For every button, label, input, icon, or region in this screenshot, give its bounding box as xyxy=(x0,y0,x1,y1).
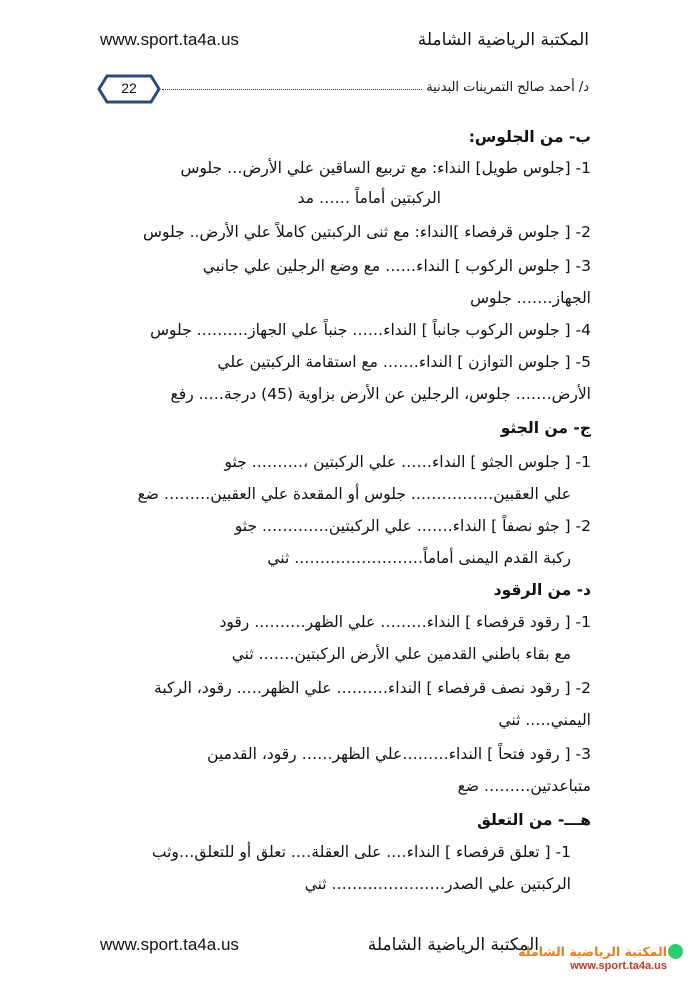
body-line: الركبتين علي الصدر…………………. ثني xyxy=(304,875,571,893)
body-line: اليمني….. ثني xyxy=(498,711,591,729)
body-line: متباعدتين……… ضع xyxy=(457,777,591,795)
body-line: 3- [ رقود فتحاً ] النداء………علي الظهر…… رقود، القدمين xyxy=(207,745,591,763)
body-line: ركبة القدم اليمنى أماماً……………………. ثني xyxy=(267,549,571,567)
section-heading: ب- من الجلوس: xyxy=(468,128,591,146)
body-line: 3- [ جلوس الركوب ] النداء…… مع وضع الرجلين علي جانبي xyxy=(202,257,591,275)
body-line: 1- [جلوس طويل] النداء: مع تربيع الساقين علي الأرض… جلوس xyxy=(180,159,591,177)
body-line: 1- [ رقود قرفصاء ] النداء……… علي الظهر………. رقود xyxy=(219,613,591,631)
footer-url[interactable]: www.sport.ta4a.us xyxy=(100,935,239,954)
body-line: 2- [ رقود نصف قرفصاء ] النداء………. علي الظهر….. رقود، الركبة xyxy=(154,679,591,697)
section-heading: ج- من الجثو xyxy=(500,419,591,437)
header-url[interactable]: www.sport.ta4a.us xyxy=(100,30,239,49)
body-line: علي العقبين……………. جلوس أو المقعدة علي العقبين……… ضع xyxy=(137,485,571,503)
body-line: 5- [ جلوس التوازن ] النداء……. مع استقامة الركبتين علي xyxy=(217,353,591,371)
body-line: 1- [ تعلق قرفصاء ] النداء…. على العقلة…. تعلق أو للتعلق…وثب xyxy=(151,843,571,861)
body-line: 2- [ جثو نصفاً ] النداء……. علي الركبتين…………. جثو xyxy=(234,517,591,535)
body-line: الركبتين أماماً …… مد xyxy=(297,189,441,207)
section-heading: د- من الرقود xyxy=(493,581,591,599)
body-line: 4- [ جلوس الركوب جانباً ] النداء…… جنباً علي الجهاز………. جلوس xyxy=(150,321,591,339)
header-library-title: المكتبة الرياضية الشاملة xyxy=(417,30,589,50)
watermark-url[interactable]: www.sport.ta4a.us xyxy=(570,960,667,972)
body-line: 2- [ جلوس قرفصاء ]النداء: مع ثنى الركبتين كاملاً علي الأرض.. جلوس xyxy=(143,223,591,241)
author-line: د/ أحمد صالح التمرينات البدنية xyxy=(426,80,589,95)
section-heading: هـــ- من التعلق xyxy=(477,811,591,829)
watermark-logo-icon xyxy=(668,944,683,959)
body-line: مع بقاء باطني القدمين علي الأرض الركبتين……. ثني xyxy=(231,645,571,663)
footer-library-title: المكتبة الرياضية الشاملة xyxy=(367,935,539,955)
watermark-title: المكتبة الرياضية الشاملة xyxy=(518,944,667,959)
body-line: 1- [ جلوس الجثو ] النداء…… علي الركبتين ،………. جثو xyxy=(224,453,591,471)
page-number: 22 xyxy=(121,80,137,96)
body-line: الجهاز……. جلوس xyxy=(470,289,591,307)
body-line: الأرض……. جلوس، الرجلين عن الأرض بزاوية (45) درجة….. رفع xyxy=(170,385,591,403)
